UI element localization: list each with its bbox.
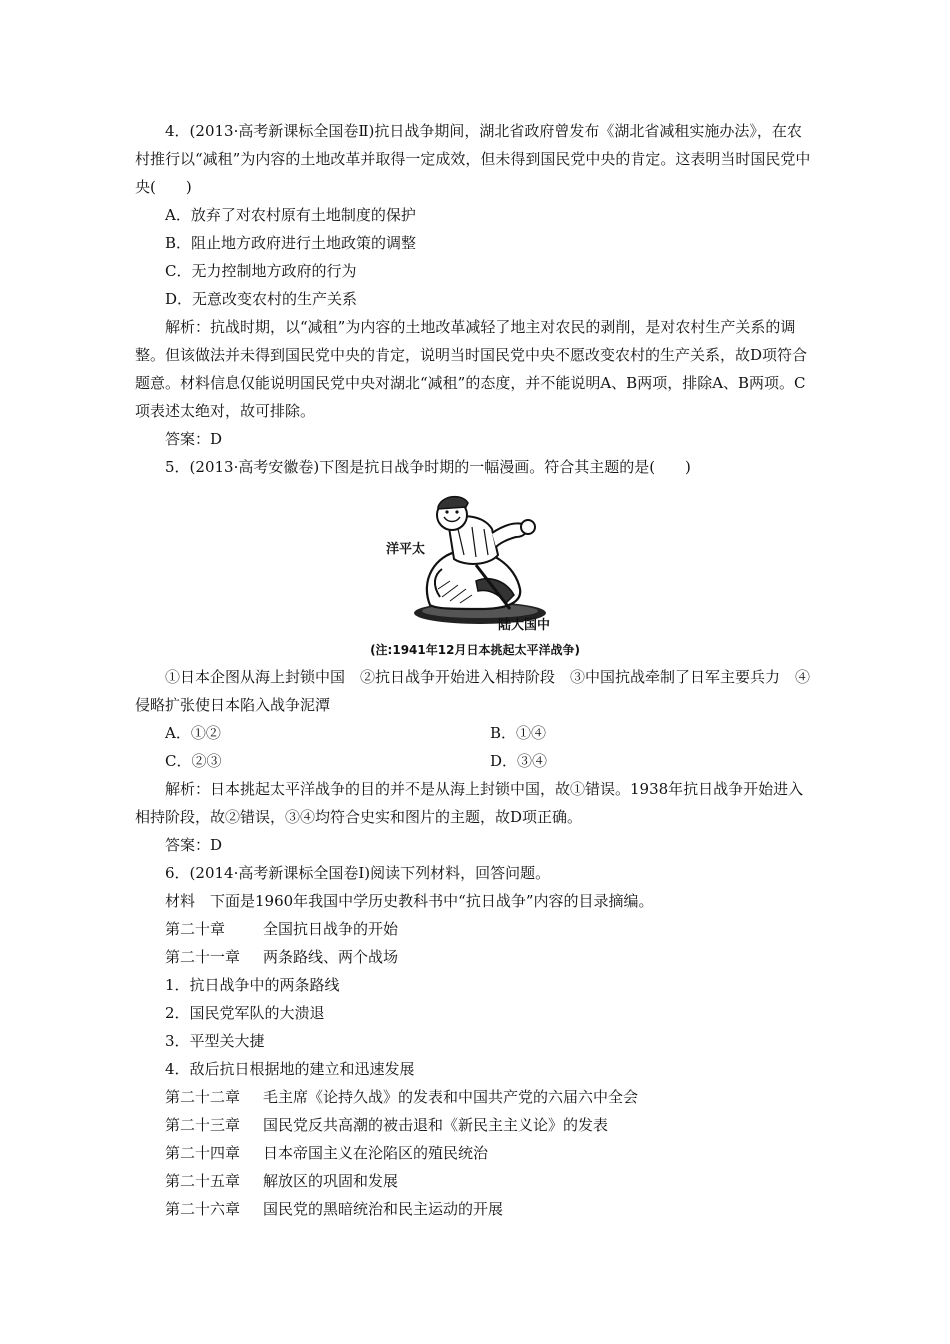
document-content [135, 117, 815, 1223]
toc-chapter: 第二十六章 [165, 1200, 241, 1218]
q4-option-b: B．阻止地方政府进行土地政策的调整 [165, 234, 417, 252]
toc-title: 日本帝国主义在沦陷区的殖民统治 [263, 1144, 489, 1162]
toc-title: 毛主席《论持久战》的发表和中国共产党的六届六中全会 [263, 1088, 639, 1106]
toc-title: 国民党的黑暗统治和民主运动的开展 [263, 1200, 504, 1218]
toc-item [135, 1167, 815, 1195]
toc-chapter: 第二十二章 [165, 1088, 241, 1106]
toc-chapter: 第二十五章 [165, 1172, 241, 1190]
q6-stem: 6．(2014·高考新课标全国卷Ⅰ)阅读下列材料，回答问题。 [165, 864, 551, 882]
q4-stem: 4．(2013·高考新课标全国卷Ⅱ)抗日战争期间，湖北省政府曾发布《湖北省减租实施办法》，在农村推行以“减租”为内容的土地改革并取得一定成效，但未得到国民党中央的肯定。这表明当时国民党中央( ) [135, 122, 811, 196]
toc-item [135, 1111, 815, 1139]
toc-chapter: 第二十章 [165, 920, 226, 938]
toc-item [135, 943, 815, 971]
q5-options-row-2 [135, 747, 815, 775]
q5-option-d: D．③④ [490, 752, 548, 770]
toc-item [135, 915, 815, 943]
toc-title: 4．敌后抗日根据地的建立和迅速发展 [165, 1060, 415, 1078]
cartoon-illustration [380, 485, 570, 641]
toc-item [135, 1139, 815, 1167]
toc-title: 两条路线、两个战场 [263, 948, 399, 966]
toc-item [135, 1195, 815, 1223]
toc-title: 全国抗日战争的开始 [263, 920, 399, 938]
cartoon-label-left: 洋平太 [386, 542, 426, 557]
q5-option-c: C．②③ [165, 752, 222, 770]
cartoon-figure [135, 485, 815, 663]
toc-item [135, 1027, 815, 1055]
toc-title: 1．抗日战争中的两条路线 [165, 976, 340, 994]
toc-title: 国民党反共高潮的被击退和《新民主主义论》的发表 [263, 1116, 609, 1134]
q6-material: 材料 下面是1960年我国中学历史教科书中“抗日战争”内容的目录摘编。 [165, 892, 654, 910]
toc-item [135, 999, 815, 1027]
toc-chapter: 第二十四章 [165, 1144, 241, 1162]
toc-list [135, 915, 815, 1223]
toc-title: 解放区的巩固和发展 [263, 1172, 399, 1190]
q5-option-b: B．①④ [490, 724, 547, 742]
q4-option-c: C．无力控制地方政府的行为 [165, 262, 357, 280]
toc-item [135, 971, 815, 999]
cartoon-label-right: 陆大国中 [498, 618, 551, 633]
q4-answer: 答案：D [165, 430, 223, 448]
toc-item [135, 1055, 815, 1083]
toc-title: 3．平型关大捷 [165, 1032, 265, 1050]
q4-analysis: 解析：抗战时期，以“减租”为内容的土地改革减轻了地主对农民的剥削，是对农村生产关系的调整。但该做法并未得到国民党中央的肯定，说明当时国民党中央不愿改变农村的生产关系，故D项符合题意。材料信息仅能说明国民党中央对湖北“减租”的态度，并不能说明A、B两项，排除A、B两项。C项表述太绝对，故可排除。 [135, 318, 808, 420]
figure-caption: (注:1941年12月日本挑起太平洋战争) [370, 643, 580, 657]
q5-options-row-1 [135, 719, 815, 747]
q5-analysis: 解析：日本挑起太平洋战争的目的并不是从海上封锁中国，故①错误。1938年抗日战争开始进入相持阶段，故②错误，③④均符合史实和图片的主题，故D项正确。 [135, 780, 804, 826]
q5-option-a: A．①② [165, 724, 221, 742]
q4-option-d: D．无意改变农村的生产关系 [165, 290, 358, 308]
q5-statements: ①日本企图从海上封锁中国 ②抗日战争开始进入相持阶段 ③中国抗战牵制了日军主要兵力 ④侵略扩张使日本陷入战争泥潭 [135, 668, 811, 714]
toc-item [135, 1083, 815, 1111]
toc-chapter: 第二十三章 [165, 1116, 241, 1134]
q5-answer: 答案：D [165, 836, 223, 854]
toc-chapter: 第二十一章 [165, 948, 241, 966]
q4-option-a: A．放弃了对农村原有土地制度的保护 [165, 206, 416, 224]
q5-stem: 5．(2013·高考安徽卷)下图是抗日战争时期的一幅漫画。符合其主题的是( ) [165, 458, 691, 476]
toc-title: 2．国民党军队的大溃退 [165, 1004, 325, 1022]
